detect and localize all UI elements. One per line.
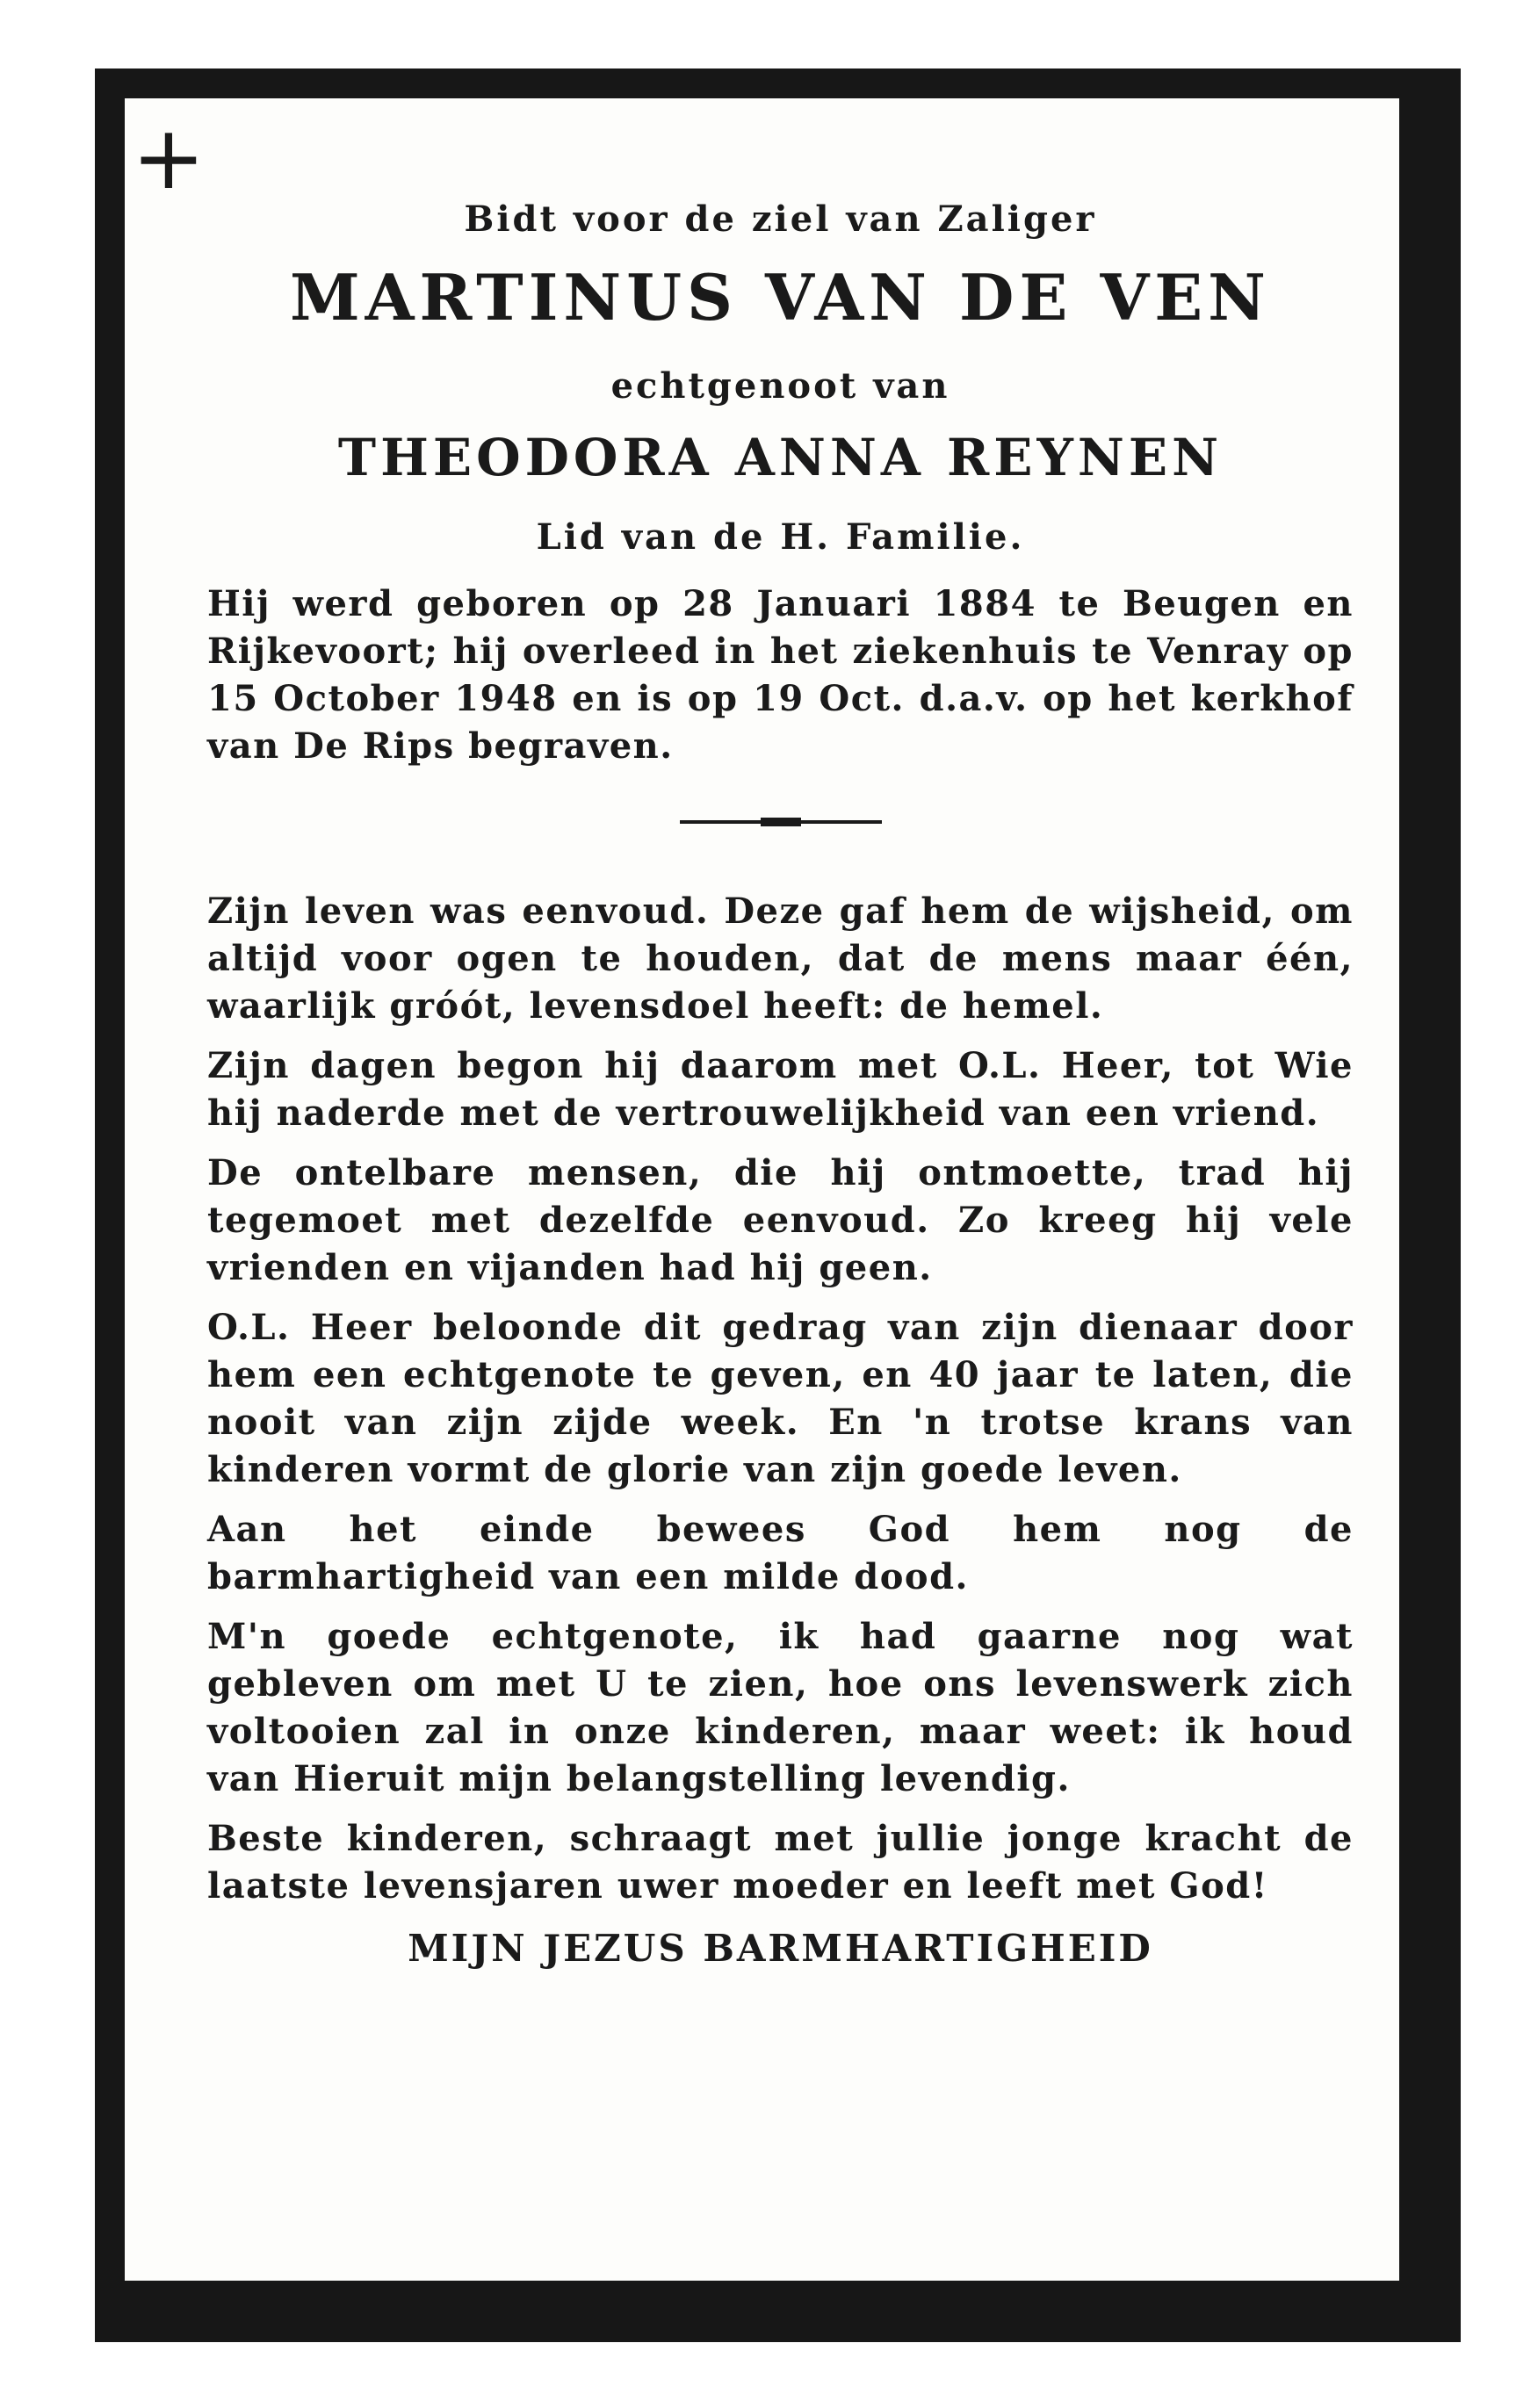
- paragraph-prayer: Zijn dagen begon hij daarom met O.L. Heer, tot Wie hij naderde met de vertrouwelijkheid van een vriend.: [207, 1045, 1354, 1134]
- paragraph-death: Aan het einde bewees God hem nog de barmhartigheid van een milde dood.: [207, 1509, 1354, 1597]
- paragraph-simplicity: Zijn leven was eenvoud. Deze gaf hem de wijsheid, om altijd voor ogen te houden, dat de mens maar één, waarlijk gróót, levensdoel heeft: de hemel.: [207, 890, 1354, 1027]
- closing-prayer: MIJN JEZUS BARMHARTIGHEID: [408, 1927, 1153, 1970]
- paragraph-to-wife: M'n goede echtgenote, ik had gaarne nog wat gebleven om met U te zien, hoe ons levenswerk zich voltooien zal in onze kinderen, maar weet: ik houd van Hieruit mijn belangstelling levendig.: [207, 1616, 1354, 1799]
- paragraph-marriage: O.L. Heer beloonde dit gedrag van zijn dienaar door hem een echtgenote te geven, en 40 jaar te laten, die nooit van zijn zijde week. En 'n trotse krans van kinderen vormt de glorie van zijn goede leven.: [207, 1307, 1354, 1490]
- deceased-name: MARTINUS VAN DE VEN: [289, 260, 1271, 335]
- handwritten-cross-mark: +: [132, 106, 206, 209]
- spouse-name: THEODORA ANNA REYNEN: [337, 428, 1224, 487]
- spouse-intro: echtgenoot van: [610, 365, 950, 407]
- card-content: [207, 189, 1354, 1975]
- biography-paragraph: Hij werd geboren op 28 Januari 1884 te Beugen en Rijkevoort; hij overleed in het ziekenhuis te Venray op 15 October 1948 en is op 19 Oct. d.a.v. op het kerkhof van De Rips begraven.: [207, 583, 1354, 767]
- paragraph-friends: De ontelbare mensen, die hij ontmoette, trad hij tegemoet met dezelfde eenvoud. Zo kreeg hij vele vrienden en vijanden had hij geen.: [207, 1152, 1354, 1288]
- paragraph-to-children: Beste kinderen, schraagt met jullie jonge kracht de laatste levensjaren uwer moeder en leeft met God!: [207, 1818, 1354, 1907]
- intro-line: Bidt voor de ziel van Zaliger: [464, 198, 1097, 240]
- divider-line: [680, 820, 882, 824]
- membership-line: Lid van de H. Familie.: [536, 516, 1025, 558]
- ornamental-divider: [207, 782, 1354, 862]
